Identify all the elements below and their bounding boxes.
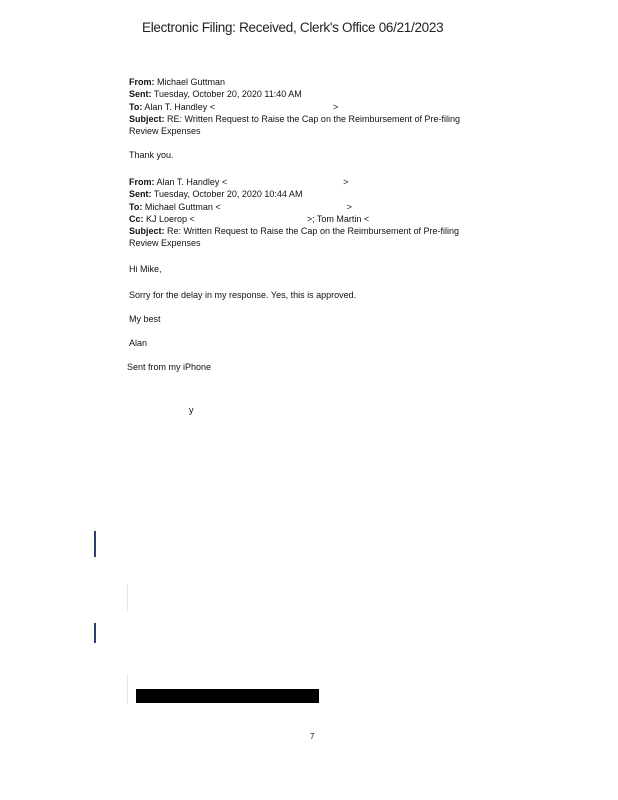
sent-line: Sent: Tuesday, October 20, 2020 11:40 AM (129, 89, 302, 100)
to-line: To: Alan T. Handley < > (129, 101, 339, 112)
scan-artifact (127, 584, 128, 612)
margin-bar (94, 531, 96, 557)
to-line: To: Michael Guttman < > (129, 201, 352, 212)
filing-stamp: Electronic Filing: Received, Clerk's Office 06/21/2023 (142, 20, 444, 35)
page-number: 7 (310, 732, 315, 741)
reply-body: Thank you. (129, 150, 174, 160)
subject-line: Subject: Re: Written Request to Raise the Cap on the Reimbursement of Pre-filing (129, 226, 460, 237)
scan-artifact (127, 674, 128, 704)
from-line: From: Alan T. Handley < > (129, 177, 349, 187)
approval-paragraph: Sorry for the delay in my response. Yes, this is approved. (129, 290, 357, 300)
email-header-original (129, 176, 459, 250)
cc-line: Cc: KJ Loerop < >; Tom Martin < (129, 213, 370, 224)
greeting: Hi Mike, (129, 264, 162, 274)
closing: My best (129, 314, 161, 324)
mobile-footer: Sent from my iPhone (127, 362, 212, 372)
subject-line: Subject: RE: Written Request to Raise the Cap on the Reimbursement of Pre-filing (129, 113, 461, 124)
margin-bar (94, 623, 96, 643)
subject-line-continued: Review Expenses (129, 126, 201, 137)
sent-line: Sent: Tuesday, October 20, 2020 10:44 AM (129, 189, 303, 200)
redaction-box (136, 689, 319, 703)
signature: Alan (129, 338, 148, 348)
subject-line-continued: Review Expenses (129, 238, 201, 249)
email-header-reply (129, 76, 460, 137)
from-line: From: Michael Guttman (129, 77, 226, 87)
stray-mark: y (189, 405, 194, 415)
